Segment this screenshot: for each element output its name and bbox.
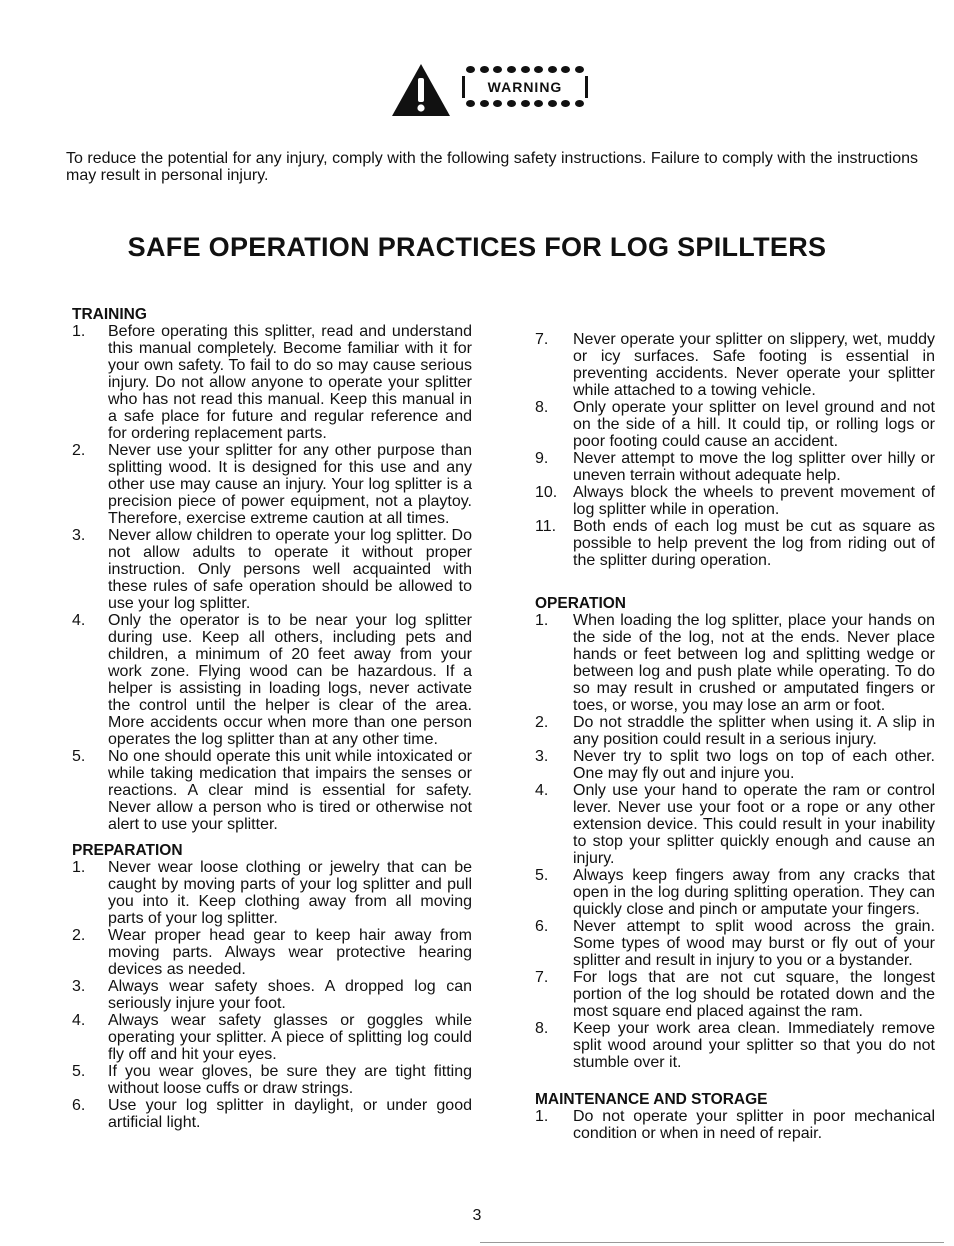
list-item-text: Never attempt to move the log splitter over hilly or uneven terrain without adequate help. (573, 450, 935, 484)
list-item-text: Always wear safety shoes. A dropped log can seriously injure your foot. (108, 978, 472, 1012)
list-item (535, 918, 935, 969)
list-item (535, 331, 935, 399)
list-item (535, 748, 935, 782)
section-heading-preparation: PREPARATION (72, 842, 183, 859)
list-item-text: Do not operate your splitter in poor mechanical condition or when in need of repair. (573, 1108, 935, 1142)
list-item-text: Always keep fingers away from any cracks that open in the log during splitting operation. They can quickly close and pinch or amputate your fingers. (573, 867, 935, 918)
list-item-number: 8. (535, 1020, 549, 1037)
list-item-number: 6. (72, 1097, 86, 1114)
list-item (72, 1063, 472, 1097)
list-item-number: 5. (72, 1063, 86, 1080)
section-heading-training: TRAINING (72, 306, 147, 323)
list-item-text: Never attempt to split wood across the grain. Some types of wood may burst or fly out of your splitter and result in injury to you or a bystander. (573, 918, 935, 969)
list-item-number: 7. (535, 331, 549, 348)
section-heading-operation: OPERATION (535, 595, 626, 612)
list-item (72, 927, 472, 978)
list-item-number: 11. (535, 518, 557, 535)
training-list (72, 323, 472, 833)
list-item (535, 1020, 935, 1071)
list-item (72, 748, 472, 833)
list-item-text: Never allow children to operate your log splitter. Do not allow adults to operate it without proper instruction. Only persons well acquainted with these rules of safe operation should be allowed to use your log splitter. (108, 527, 472, 612)
list-item-number: 4. (72, 612, 86, 629)
warning-badge (462, 66, 588, 110)
list-item (72, 323, 472, 442)
list-item (535, 518, 935, 569)
list-item (535, 867, 935, 918)
list-item-text: Do not straddle the splitter when using it. A slip in any position could result in a serious injury. (573, 714, 935, 748)
warning-header (390, 58, 610, 120)
training-list-continued (535, 331, 935, 569)
list-item-text: Only operate your splitter on level ground and not on the side of a hill. It could tip, or rolling logs or poor footing could cause an accident. (573, 399, 935, 450)
preparation-list (72, 859, 472, 1131)
page-title: SAFE OPERATION PRACTICES FOR LOG SPILLTERS (127, 232, 827, 262)
list-item (535, 399, 935, 450)
list-item-text: If you wear gloves, be sure they are tight fitting without loose cuffs or draw strings. (108, 1063, 472, 1097)
bottom-rule (480, 1242, 944, 1243)
section-heading-maintenance: MAINTENANCE AND STORAGE (535, 1091, 768, 1108)
list-item-number: 5. (72, 748, 86, 765)
maintenance-list (535, 1108, 935, 1142)
list-item-number: 1. (72, 859, 86, 876)
intro-paragraph: To reduce the potential for any injury, comply with the following safety instructions. Failure to comply with the instructions may result in personal injury. (66, 150, 918, 184)
list-item-text: Before operating this splitter, read and understand this manual completely. Become familiar with it for your own safety. To fail to do so may cause serious injury. Do not allow anyone to operate your splitter who has not read this manual. Keep this manual in a safe place for future and regular reference and for ordering replacement parts. (108, 323, 472, 442)
list-item-number: 1. (72, 323, 86, 340)
list-item (535, 969, 935, 1020)
list-item-text: No one should operate this unit while intoxicated or while taking medication that impairs the senses or reactions. A clear mind is essential for safety. Never allow a person who is tired or otherwise not alert to use your splitter. (108, 748, 472, 833)
warning-triangle-icon (390, 62, 452, 118)
list-item-number: 6. (535, 918, 549, 935)
list-item-number: 5. (535, 867, 549, 884)
left-column (72, 306, 472, 1131)
list-item-text: When loading the log splitter, place your hands on the side of the log, not at the ends. Never place hands or feet between log and splitting wedge or between log and push plate while operating. To do so may result in crushed or amputated fingers or toes, or worse, you may lose an arm or foot. (573, 612, 935, 714)
list-item (535, 450, 935, 484)
list-item-number: 2. (535, 714, 549, 731)
list-item-number: 2. (72, 442, 86, 459)
right-column (535, 331, 935, 1142)
warning-dots-bottom (462, 100, 588, 108)
list-item-number: 7. (535, 969, 549, 986)
list-item (535, 484, 935, 518)
list-item-number: 3. (72, 527, 86, 544)
list-item-number: 2. (72, 927, 86, 944)
list-item (535, 782, 935, 867)
list-item-text: Never operate your splitter on slippery, wet, muddy or icy surfaces. Safe footing is essential in preventing accidents. Never operate your splitter while attached to a towing vehicle. (573, 331, 935, 399)
list-item-number: 8. (535, 399, 549, 416)
warning-dots-top (462, 66, 588, 74)
list-item-number: 3. (535, 748, 549, 765)
list-item (535, 1108, 935, 1142)
list-item-text: Wear proper head gear to keep hair away from moving parts. Always wear protective hearing devices as needed. (108, 927, 472, 978)
list-item (72, 859, 472, 927)
list-item-number: 1. (535, 612, 549, 629)
list-item-text: Never use your splitter for any other purpose than splitting wood. It is designed for this use and any other use may cause an injury. Your log splitter is a precision piece of power equipment, not a playtoy. Therefore, exercise extreme caution at all times. (108, 442, 472, 527)
list-item-text: Keep your work area clean. Immediately remove split wood around your splitter so that you do not stumble over it. (573, 1020, 935, 1071)
list-item-number: 10. (535, 484, 558, 501)
operation-list (535, 612, 935, 1071)
list-item-number: 4. (535, 782, 549, 799)
list-item-number: 1. (535, 1108, 549, 1125)
list-item (72, 1012, 472, 1063)
list-item (72, 612, 472, 748)
page-number: 3 (472, 1207, 482, 1224)
list-item (72, 978, 472, 1012)
list-item (535, 714, 935, 748)
list-item-number: 9. (535, 450, 549, 467)
list-item (535, 612, 935, 714)
list-item-text: Always block the wheels to prevent movement of log splitter while in operation. (573, 484, 935, 518)
list-item-text: Always wear safety glasses or goggles while operating your splitter. A piece of splitting log could fly off and hit your eyes. (108, 1012, 472, 1063)
list-item-text: Only use your hand to operate the ram or control lever. Never use your foot or a rope or any other extension device. This could result in your inability to stop your splitter quickly enough and cause an injury. (573, 782, 935, 867)
list-item-text: Both ends of each log must be cut as square as possible to help prevent the log from riding out of the splitter during operation. (573, 518, 935, 569)
list-item-text: For logs that are not cut square, the longest portion of the log should be rotated down and the most square end placed against the ram. (573, 969, 935, 1020)
list-item-text: Use your log splitter in daylight, or under good artificial light. (108, 1097, 472, 1131)
list-item-text: Never wear loose clothing or jewelry that can be caught by moving parts of your log splitter and pull you into it. Keep clothing away from all moving parts of your log splitter. (108, 859, 472, 927)
list-item-text: Only the operator is to be near your log splitter during use. Keep all others, including pets and children, a minimum of 20 feet away from your work zone. Flying wood can be hazardous. If a helper is assisting in loading logs, never activate the control until the helper is clear of the area. More accidents occur when more than one person operates the log splitter than at any other time. (108, 612, 472, 748)
list-item (72, 1097, 472, 1131)
list-item-number: 3. (72, 978, 86, 995)
list-item-text: Never try to split two logs on top of each other. One may fly out and injure you. (573, 748, 935, 782)
list-item-number: 4. (72, 1012, 86, 1029)
list-item (72, 442, 472, 527)
list-item (72, 527, 472, 612)
warning-label: WARNING (462, 76, 588, 98)
